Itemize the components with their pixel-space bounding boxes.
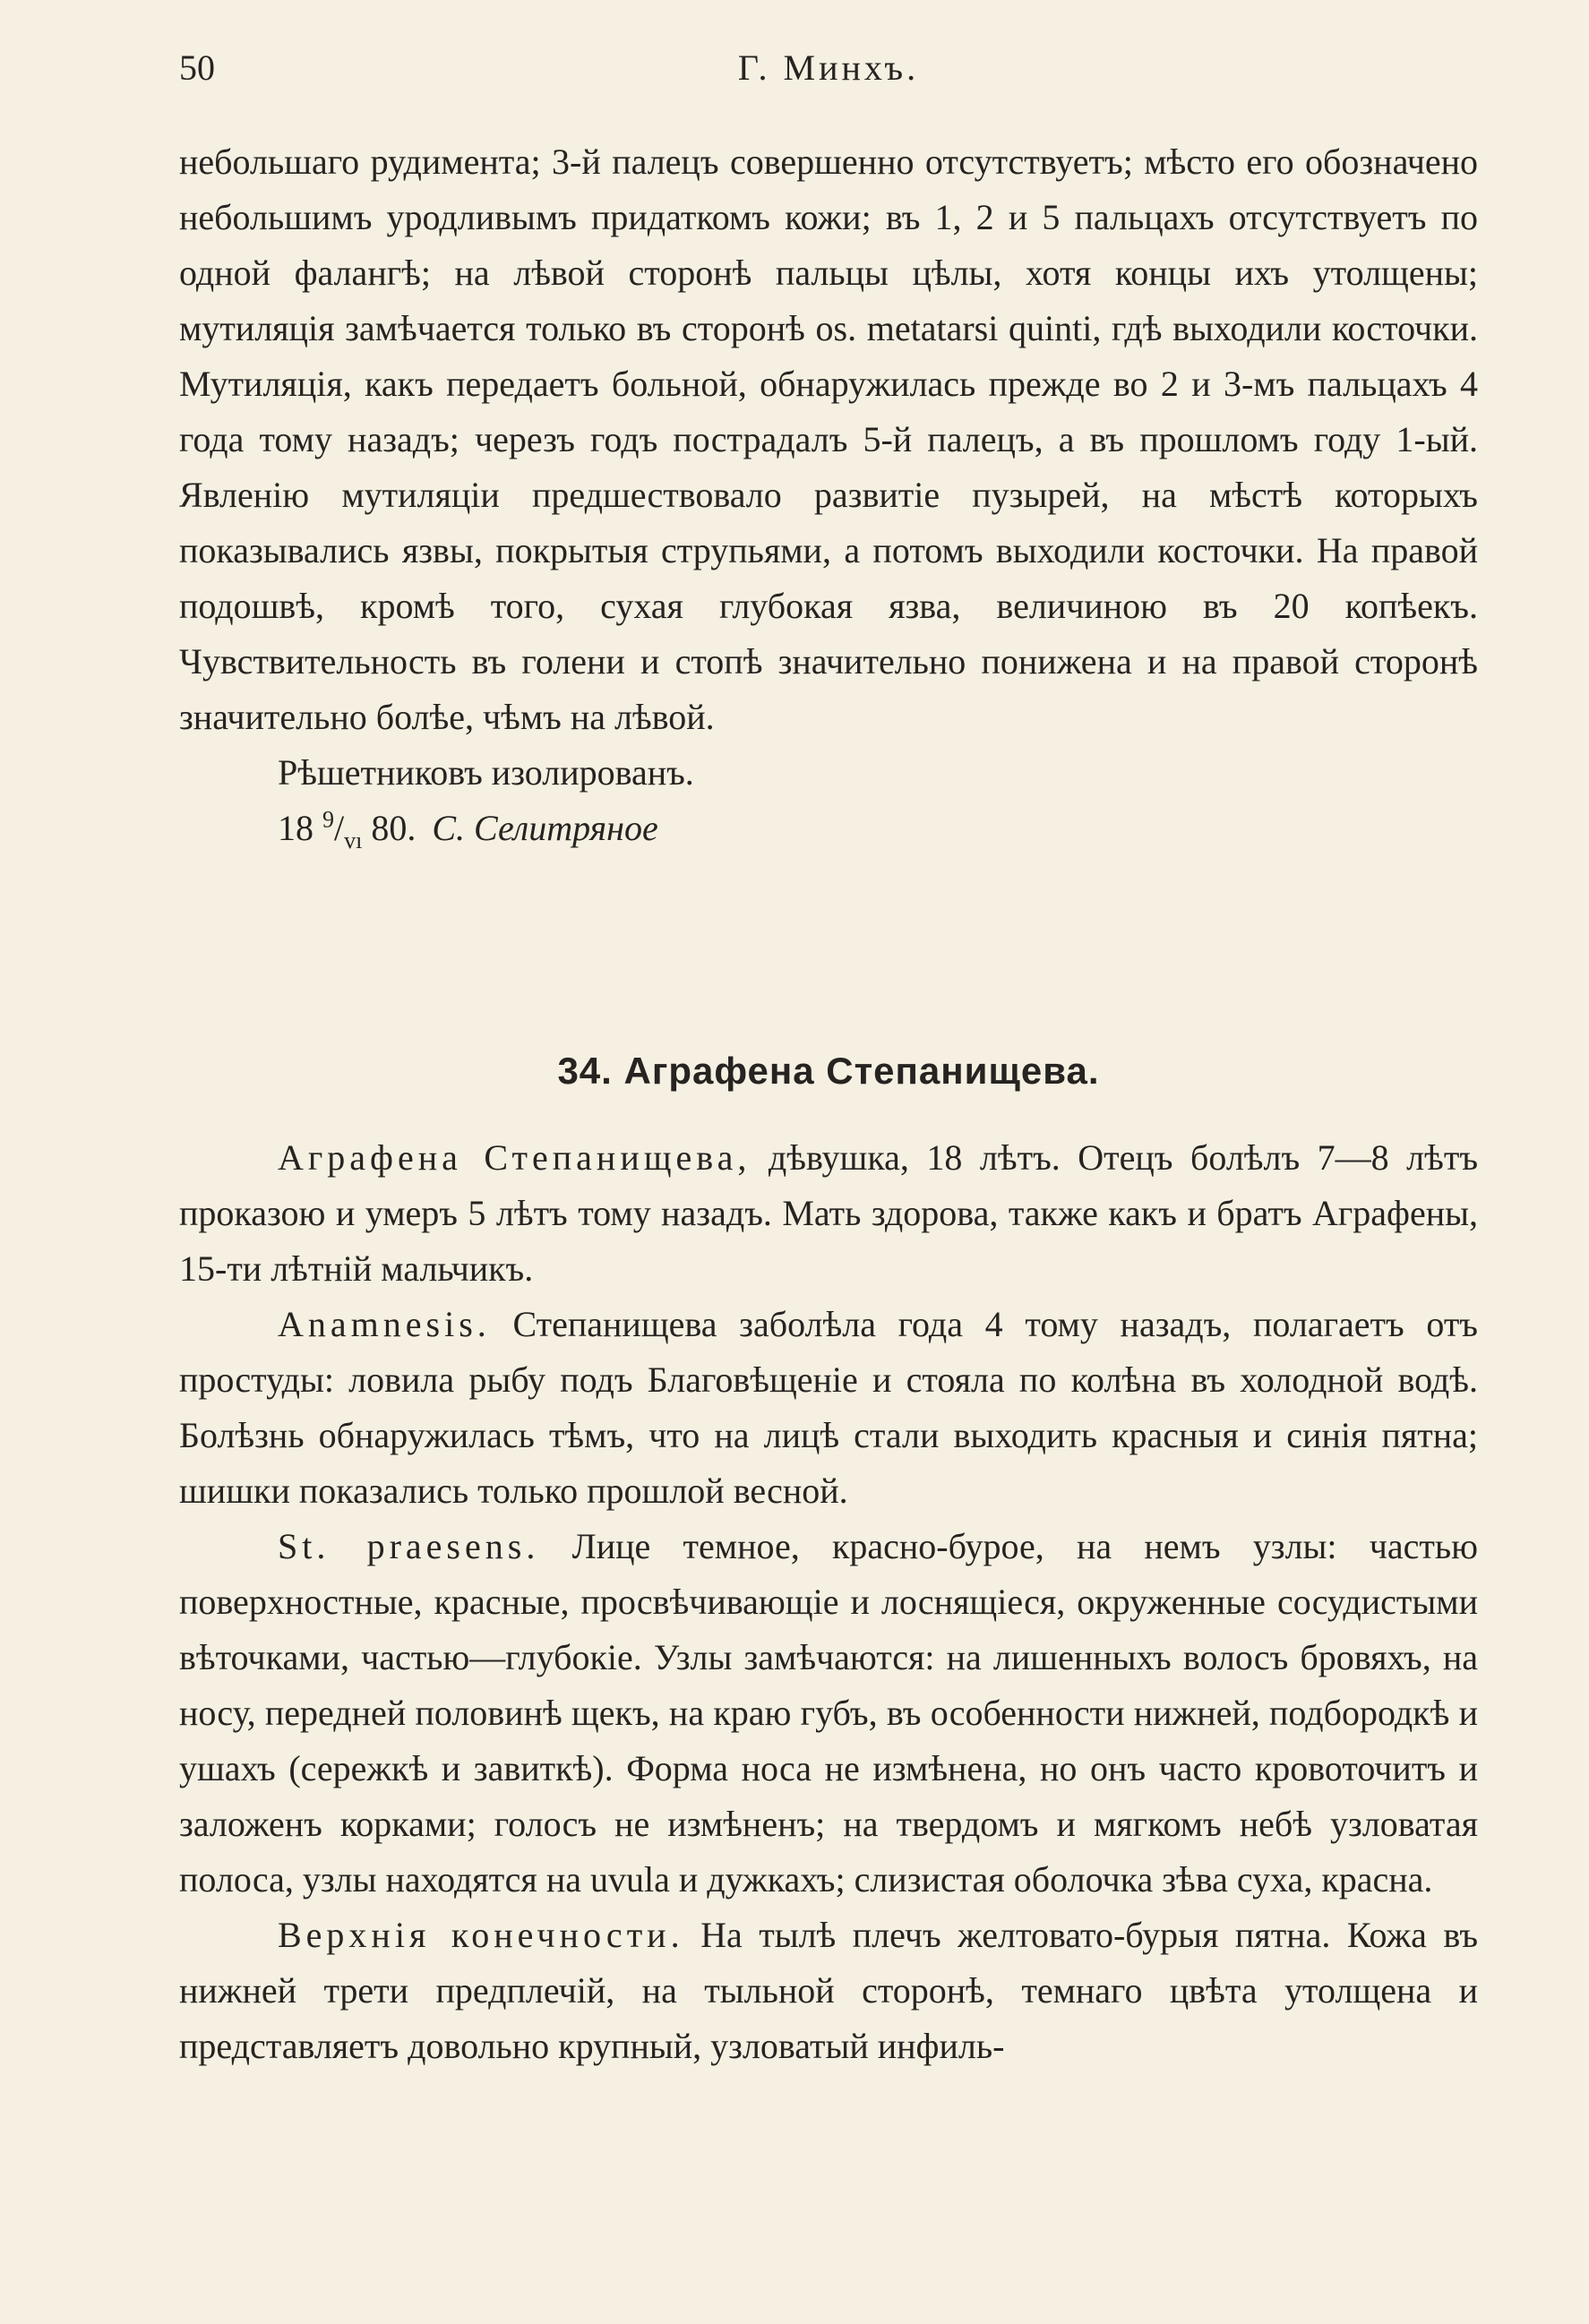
paragraph-upper-limbs [179,1908,1478,2074]
running-title: Г. Минхъ. [737,47,920,88]
paragraph-anamnesis [179,1297,1478,1519]
upper-limbs-lead: Верхнія конечности. [278,1915,684,1955]
place-name: С. Селитряное [432,808,658,848]
paragraph-isolation-note: Рѣшетниковъ изолированъ. [278,752,694,793]
continued-case-text [179,134,1478,856]
paragraph-status-praesens [179,1519,1478,1908]
paragraph-introduction-text: дѣвушка, 18 лѣтъ. Отецъ болѣлъ 7—8 лѣтъ проказою и умеръ 5 лѣтъ тому назадъ. Мать здорова, также какъ и братъ Аграфены, 15-ти лѣтній мальчикъ. [179,1137,1478,1289]
date-month-numerator: 9 [322,806,334,833]
case-34-text [179,1130,1478,2074]
paragraph-introduction [179,1130,1478,1297]
paragraph-status-praesens-text: Лице темное, красно-бурое, на немъ узлы: частью поверхностные, красные, просвѣчивающіе и лоснящіеся, окруженные сосудистыми вѣточками, частью—глубокіе. Узлы замѣчаются: на лишенныхъ волосъ бровяхъ, на носу, передней половинѣ щекъ, на краю губъ, въ особенности нижней, подбородкѣ и ушахъ (сережкѣ и завиткѣ). Форма носа не измѣнена, но онъ часто кровоточитъ и заложенъ корками; голосъ не измѣненъ; на твердомъ и мягкомъ небѣ узловатая полоса, узлы находятся на uvula и дужкахъ; слизистая оболочка зѣва суха, красна. [179,1526,1478,1900]
paragraph-case-33-end: небольшаго рудимента; 3-й палецъ совершенно отсутствуетъ; мѣсто его обозначено небольшимъ уродливымъ придаткомъ кожи; въ 1, 2 и 5 пальцахъ отсутствуетъ по одной фалангѣ; на лѣвой сторонѣ пальцы цѣлы, хотя концы ихъ утолщены; мутиляція замѣчается только въ сторонѣ os. metatarsi quinti, гдѣ выходили косточки. Мутиляція, какъ передаетъ больной, обнаружилась прежде во 2 и 3-мъ пальцахъ 4 года тому назадъ; черезъ годъ пострадалъ 5-й палецъ, а въ прошломъ году 1-ый. Явленію мутиляціи предшествовало развитіе пузырей, на мѣстѣ которыхъ показывались язвы, покрытыя струпьями, а потомъ выходили косточки. На правой подошвѣ, кромѣ того, сухая глубокая язва, величиною въ 20 копѣекъ. Чувствительность въ голени и стопѣ значительно понижена и на правой сторонѣ значительно болѣе, чѣмъ на лѣвой. [179,141,1478,737]
page-number: 50 [179,47,215,88]
paragraph-upper-limbs-text: На тылѣ плечъ желтовато-бурыя пятна. Кожа въ нижней трети предплечій, на тыльной сторонѣ, темнаго цвѣта утолщена и представляетъ довольно крупный, узловатый инфиль- [179,1915,1478,2066]
paragraph-anamnesis-text: Степанищева заболѣла года 4 тому назадъ, полагаетъ отъ простуды: ловила рыбу подъ Благовѣщеніе и стояла по колѣна въ холодной водѣ. Болѣзнь обнаружилась тѣмъ, что на лицѣ стали выходить красныя и синія пятна; шишки показались только прошлой весной. [179,1304,1478,1511]
anamnesis-lead: Anamnesis. [278,1304,491,1344]
date-year: 80. [371,808,417,848]
date-day: 18 [278,808,314,848]
date-month-denominator: vı [344,828,363,853]
running-head [179,47,1478,100]
section-heading: 34. Аграфена Степанищева. [557,1050,1100,1092]
patient-name-lead: Аграфена Степанищева, [278,1137,752,1178]
date-place-line: 18 $^9/_{vı}$ 80. С. Селитряное [278,806,658,853]
status-praesens-lead: St. praesens. [278,1526,540,1566]
